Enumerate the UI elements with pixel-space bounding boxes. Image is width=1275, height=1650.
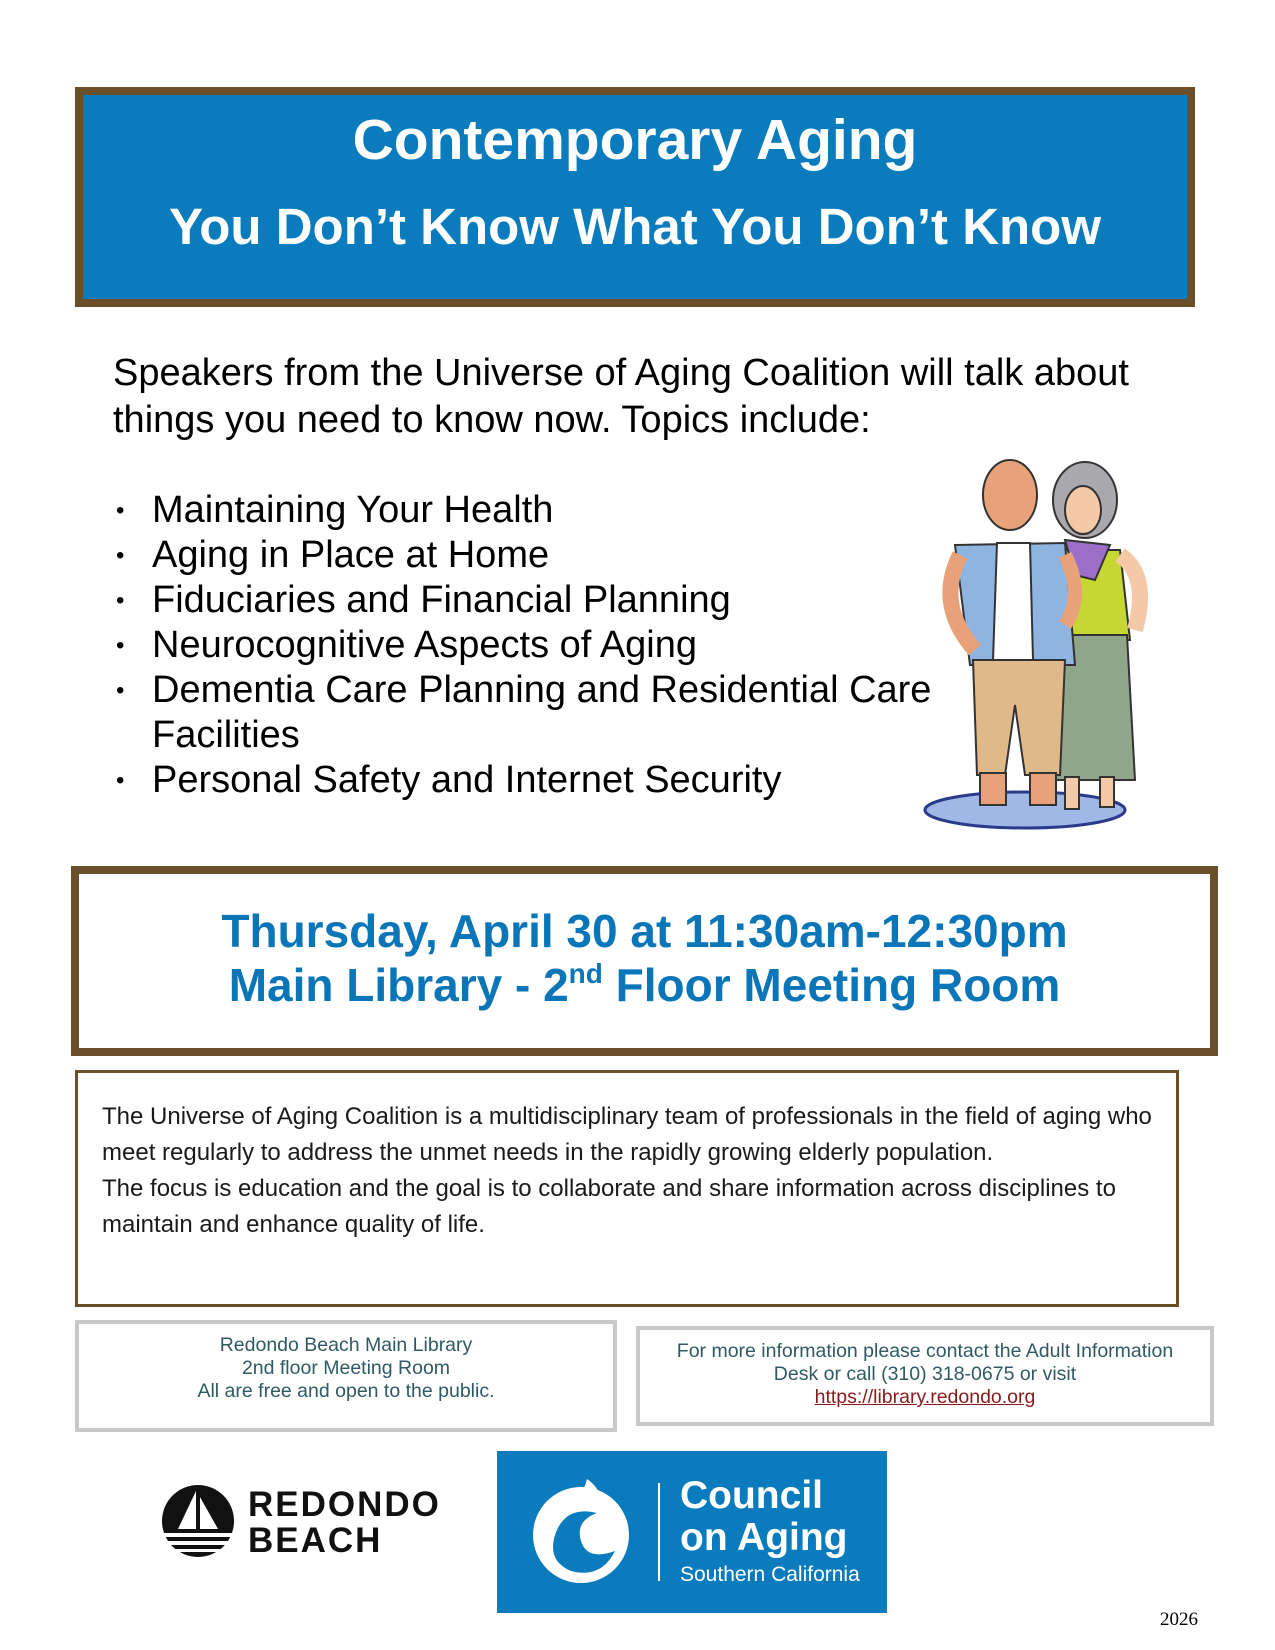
- header-banner: [75, 87, 1195, 307]
- list-item: • Aging in Place at Home: [116, 534, 550, 576]
- bullet-icon: •: [116, 632, 125, 659]
- venue-room: 2nd floor Meeting Room: [241, 1357, 451, 1379]
- venue-note: All are free and open to the public.: [197, 1380, 495, 1402]
- bullet-icon: •: [116, 677, 125, 704]
- list-item: • Neurocognitive Aspects of Aging: [116, 624, 698, 666]
- coalition-description: [75, 1070, 1179, 1307]
- council-on-aging-region: Southern California: [680, 1563, 860, 1586]
- council-on-aging-logo: [497, 1451, 887, 1613]
- sailboat-icon: [160, 1483, 236, 1559]
- bullet-icon: •: [116, 497, 125, 524]
- page-subtitle: You Don’t Know What You Don’t Know: [169, 198, 1101, 255]
- bullet-icon: •: [116, 587, 125, 614]
- event-date-time: Thursday, April 30 at 11:30am-12:30pm: [221, 905, 1068, 957]
- contact-line-2: Desk or call (310) 318-0675 or visit: [773, 1363, 1077, 1385]
- swirl-icon: [525, 1475, 637, 1587]
- bullet-icon: •: [116, 767, 125, 794]
- venue-name: Redondo Beach Main Library: [219, 1334, 473, 1356]
- contact-line-1: For more information please contact the Adult Information: [676, 1340, 1174, 1362]
- couple-illustration: [915, 455, 1185, 835]
- event-location: Main Library - 2nd Floor Meeting Room: [228, 958, 1061, 1011]
- page-title: Contemporary Aging: [352, 108, 918, 172]
- library-website-link[interactable]: https://library.redondo.org: [814, 1386, 1036, 1408]
- topics-list: [112, 488, 932, 803]
- event-details-box: [71, 866, 1218, 1056]
- coalition-paragraph-2: The focus is education and the goal is to collaborate and share information across disciplines to maintain and enhance quality of life.: [102, 1175, 1116, 1238]
- logo-divider: [658, 1483, 660, 1581]
- redondo-beach-wordmark: REDONDO BEACH: [248, 1485, 441, 1560]
- coalition-paragraph-1: The Universe of Aging Coalition is a multidisciplinary team of professionals in the field of aging who meet regularly to address the unmet needs in the rapidly growing elderly population.: [102, 1103, 1152, 1166]
- intro-text: Speakers from the Universe of Aging Coalition will talk about things you need to know now. Topics include:: [113, 352, 1129, 441]
- list-item: • Dementia Care Planning and Residential Care Facilities: [116, 669, 932, 756]
- bullet-icon: •: [116, 542, 125, 569]
- list-item: • Maintaining Your Health: [116, 489, 554, 531]
- venue-info-box: [75, 1320, 617, 1432]
- list-item: • Personal Safety and Internet Security: [116, 759, 782, 801]
- list-item: • Fiduciaries and Financial Planning: [116, 579, 731, 621]
- footer-year: 2026: [1160, 1609, 1198, 1630]
- contact-info-box: [636, 1326, 1214, 1426]
- redondo-beach-logo: [160, 1483, 460, 1563]
- council-on-aging-wordmark: Council on Aging: [680, 1474, 848, 1559]
